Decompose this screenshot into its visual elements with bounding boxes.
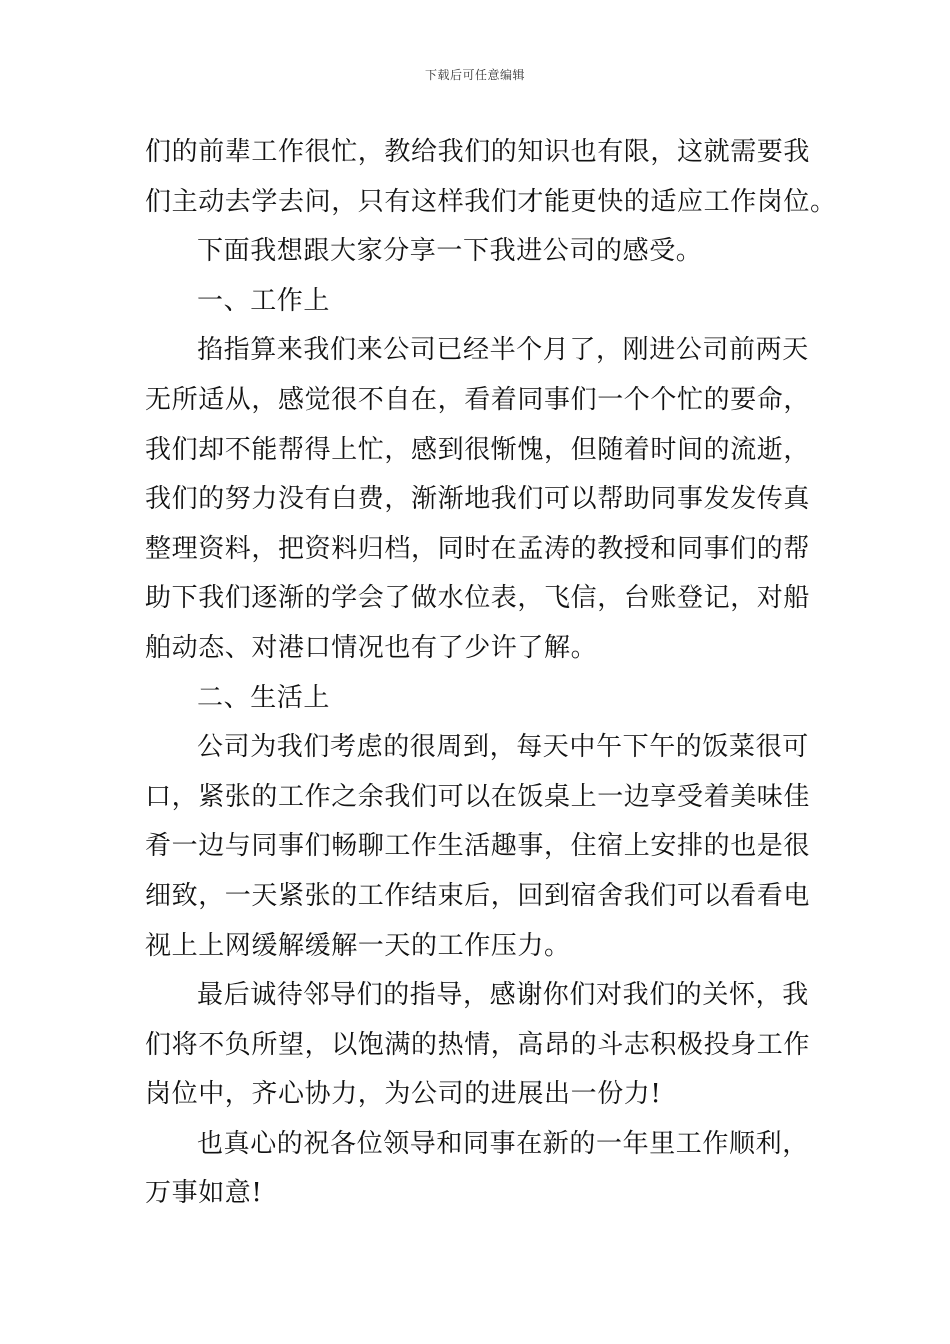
text-line: 下面我想跟大家分享一下我进公司的感受。 (197, 236, 703, 267)
page-header: 下载后可任意编辑 (424, 68, 525, 82)
text-line: 视上上网缓解缓解一天的工作压力。 (145, 930, 571, 961)
document-body (145, 128, 837, 1219)
text-line: 岗位中，齐心协力，为公司的进展出一份力! (145, 1079, 662, 1110)
text-line: 公司为我们考虑的很周到，每天中午下午的饭菜很可 (197, 732, 809, 763)
text-line: 细致，一天紧张的工作结束后，回到宿舍我们可以看看电 (145, 880, 811, 911)
text-line: 掐指算来我们来公司已经半个月了，刚进公司前两天 (197, 335, 809, 366)
text-line: 助下我们逐渐的学会了做水位表，飞信，台账登记，对船 (145, 583, 811, 614)
text-line: 们将不负所望，以饱满的热情，高昂的斗志积极投身工作 (145, 1029, 811, 1060)
text-line: 最后诚待邻导们的指导，感谢你们对我们的关怀，我 (197, 980, 809, 1011)
text-line: 整理资料，把资料归档，同时在孟涛的教授和同事们的帮 (145, 533, 811, 564)
text-line: 们主动去学去问，只有这样我们才能更快的适应工作岗位。 (145, 186, 837, 217)
section-heading-life: 二、生活上 (197, 682, 331, 713)
text-line: 们的前辈工作很忙，教给我们的知识也有限，这就需要我 (145, 137, 811, 167)
text-line: 我们却不能帮得上忙，感到很惭愧，但随着时间的流逝， (145, 434, 811, 465)
section-heading-work: 一、工作上 (197, 285, 331, 316)
text-line: 我们的努力没有白费，渐渐地我们可以帮助同事发发传真 (145, 484, 811, 515)
text-line: 万事如意! (145, 1178, 263, 1209)
text-line: 也真心的祝各位领导和同事在新的一年里工作顺利， (197, 1128, 809, 1159)
text-line: 口，紧张的工作之余我们可以在饭桌上一边享受着美味佳 (145, 781, 811, 812)
text-line: 肴一边与同事们畅聊工作生活趣事，住宿上安排的也是很 (145, 831, 811, 862)
text-line: 无所适从，感觉很不自在，看着同事们一个个忙的要命， (145, 384, 811, 415)
text-line: 舶动态、对港口情况也有了少许了解。 (145, 632, 598, 663)
